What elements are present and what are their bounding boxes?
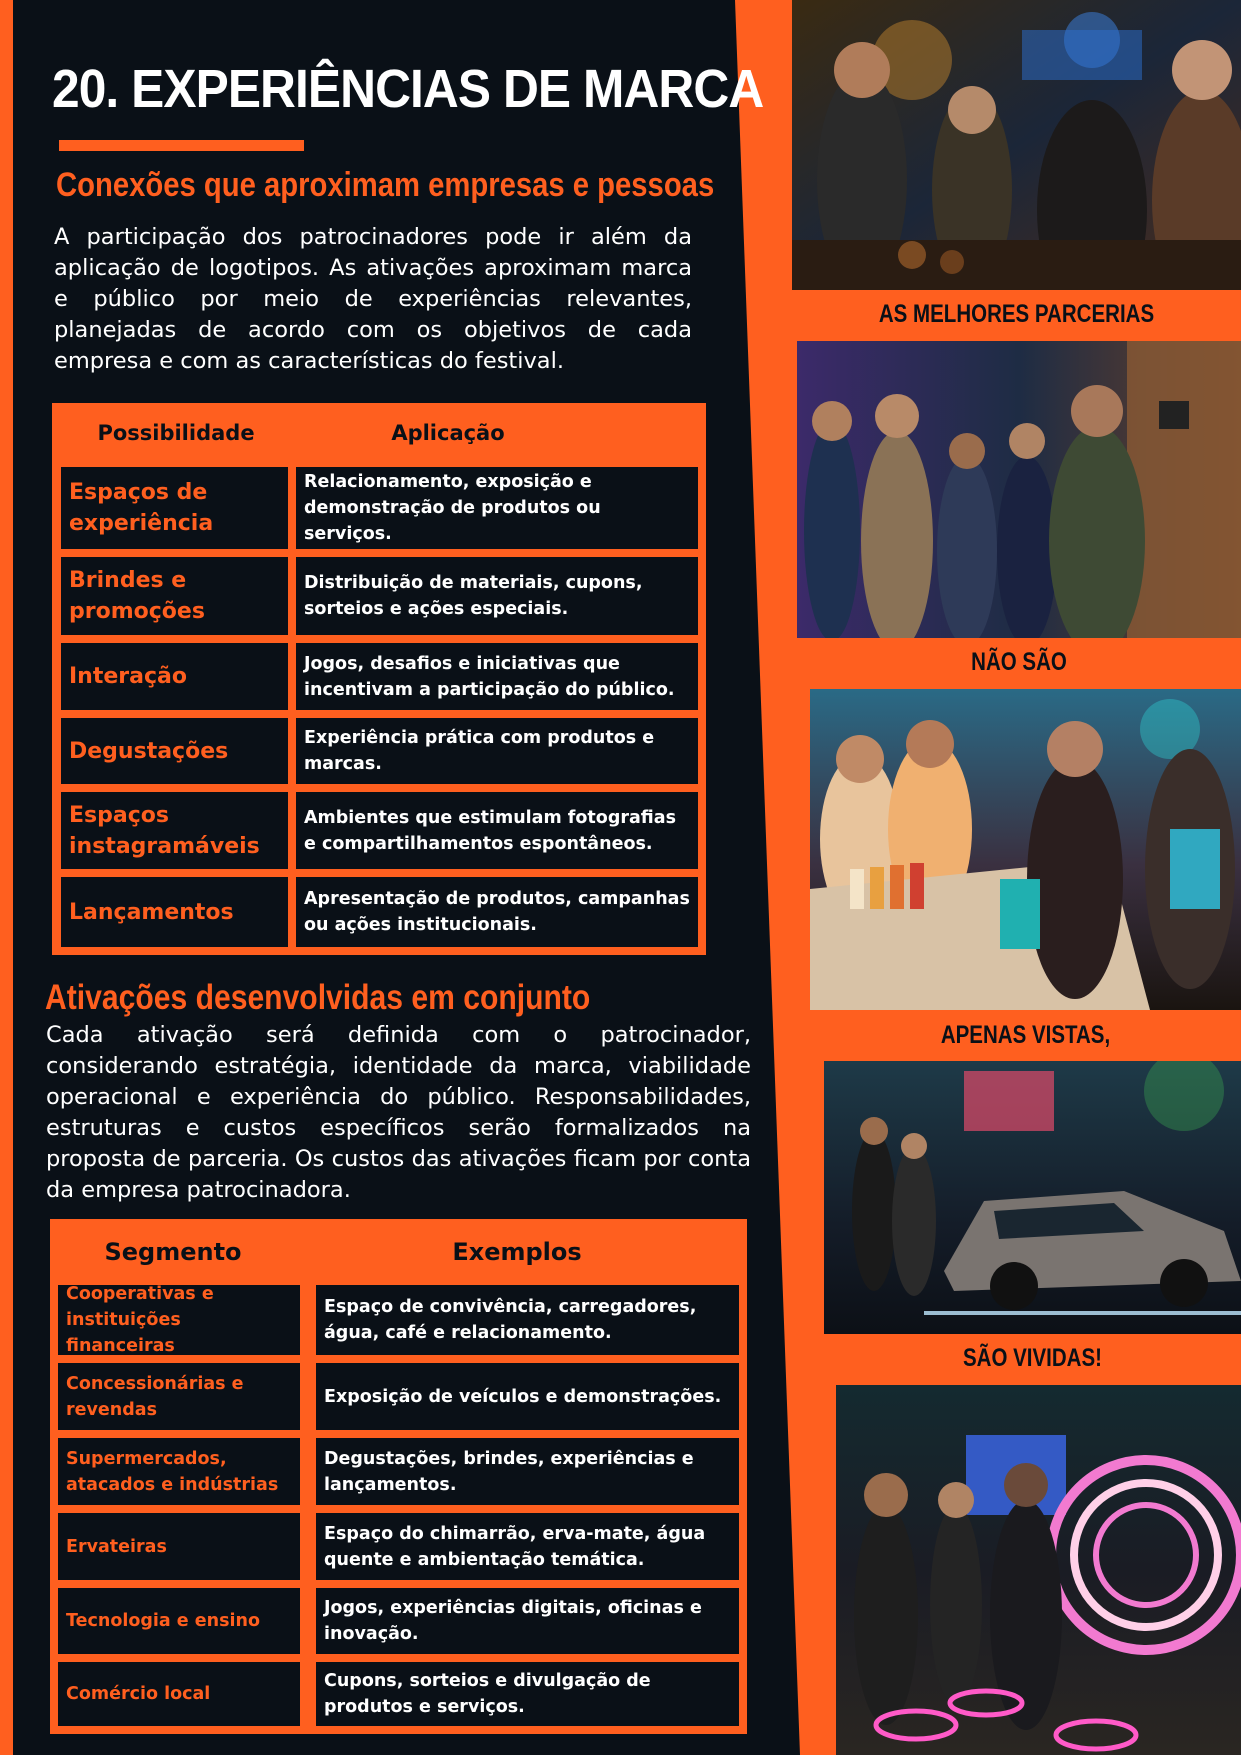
table-cell-application: Relacionamento, exposição e demonstração de produtos ou serviços.: [296, 467, 698, 549]
table-cell-possibility: Degustações: [61, 718, 288, 784]
table-row: [50, 1588, 747, 1654]
table-row: [50, 1285, 747, 1355]
table-cell-examples: Exposição de veículos e demonstrações.: [316, 1363, 739, 1430]
table-row: [52, 643, 706, 710]
table-row: [50, 1662, 747, 1726]
section-paragraph-activations: Cada ativação será definida com o patrocinador, considerando estratégia, identidade da marca, viabilidade operacional e experiência do público. Responsabilidades, estruturas e custos específicos serão formalizados na proposta de parceria. Os custos das ativações ficam por conta da empresa patrocinadora.: [46, 1022, 751, 1203]
table-row: [50, 1513, 747, 1580]
food-tasting-photo: [810, 689, 1241, 1010]
left-accent-bar: [0, 0, 13, 1755]
table-cell-examples: Espaço de convivência, carregadores, água, café e relacionamento.: [316, 1285, 739, 1355]
column-header-application: Aplicação: [391, 421, 505, 445]
table-cell-application: Ambientes que estimulam fotografias e compartilhamentos espontâneos.: [296, 792, 698, 869]
table-cell-possibility: Espaços instagramáveis: [61, 792, 288, 869]
caption-best-partnerships: AS MELHORES PARCERIAS: [878, 300, 1155, 328]
table-cell-segment: Tecnologia e ensino: [58, 1588, 300, 1654]
table-row: [50, 1363, 747, 1430]
section-paragraph-connections: A participação dos patrocinadores pode ir além da aplicação de logotipos. As ativações aproximam marca e público por meio de experiências relevantes, planejadas de acordo com os objetivos de cada empresa e com as características do festival.: [54, 224, 692, 374]
table-cell-examples: Espaço do chimarrão, erva-mate, água quente e ambientação temática.: [316, 1513, 739, 1580]
table-cell-possibility: Espaços de experiência: [61, 467, 288, 549]
segments-table: [50, 1219, 747, 1734]
section-heading-connections: Conexões que aproximam empresas e pessoas: [56, 166, 715, 204]
car-exhibition-photo: [824, 1061, 1241, 1334]
caption-are-not: NÃO SÃO: [971, 648, 1067, 676]
table-cell-examples: Cupons, sorteios e divulgação de produtos e serviços.: [316, 1662, 739, 1726]
caption-are-lived: SÃO VIVIDAS!: [963, 1344, 1102, 1372]
table-cell-segment: Cooperativas e instituições financeiras: [58, 1285, 300, 1355]
table-cell-application: Distribuição de materiais, cupons, sorteios e ações especiais.: [296, 557, 698, 635]
table-cell-application: Jogos, desafios e iniciativas que incentivam a participação do público.: [296, 643, 698, 710]
chimarrao-stand-photo: [792, 0, 1241, 290]
caption-just-seen: APENAS VISTAS,: [940, 1021, 1111, 1049]
table-cell-segment: Ervateiras: [58, 1513, 300, 1580]
table-cell-segment: Supermercados, atacados e indústrias: [58, 1438, 300, 1505]
sponsor-booth-photo: [797, 341, 1241, 638]
table-cell-application: Apresentação de produtos, campanhas ou ações institucionais.: [296, 877, 698, 947]
table-row: [52, 792, 706, 869]
page-title: 20. EXPERIÊNCIAS DE MARCA: [52, 59, 764, 119]
table-cell-segment: Concessionárias e revendas: [58, 1363, 300, 1430]
table-cell-examples: Jogos, experiências digitais, oficinas e inovação.: [316, 1588, 739, 1654]
table-row: [52, 877, 706, 947]
possibilities-table: [52, 403, 706, 955]
interactive-game-photo: [836, 1385, 1241, 1755]
table-row: [50, 1438, 747, 1505]
table-row: [52, 557, 706, 635]
table-cell-segment: Comércio local: [58, 1662, 300, 1726]
table-cell-application: Experiência prática com produtos e marcas.: [296, 718, 698, 784]
table-cell-possibility: Lançamentos: [61, 877, 288, 947]
table-row: [52, 467, 706, 549]
column-header-examples: Exemplos: [452, 1238, 582, 1266]
table-cell-possibility: Brindes e promoções: [61, 557, 288, 635]
table-cell-examples: Degustações, brindes, experiências e lançamentos.: [316, 1438, 739, 1505]
title-underline: [59, 140, 304, 151]
table-cell-possibility: Interação: [61, 643, 288, 710]
table-row: [52, 718, 706, 784]
column-header-possibility: Possibilidade: [97, 421, 255, 445]
section-heading-activations: Ativações desenvolvidas em conjunto: [45, 978, 591, 1017]
column-header-segment: Segmento: [104, 1238, 242, 1266]
